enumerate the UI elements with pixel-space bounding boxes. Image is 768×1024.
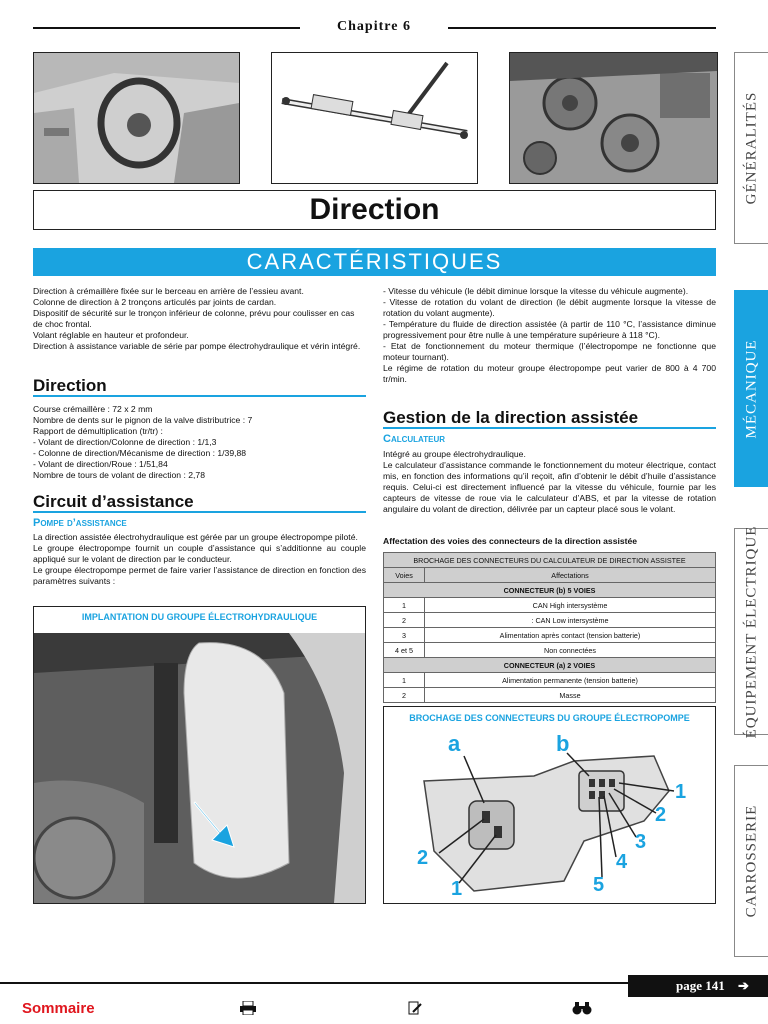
subheading-pompe: Pompe d’assistance [33,517,127,529]
heading-gestion: Gestion de la direction assistée [383,408,639,427]
cell: 4 et 5 [384,643,425,658]
figure-title: IMPLANTATION DU GROUPE ÉLECTROHYDRAULIQUE [81,612,318,622]
heading-direction: Direction [33,376,107,395]
heading-underline [383,427,716,429]
tab-mecanique[interactable] [734,290,768,487]
header-rule-left [33,27,300,29]
list-line: Le régime de rotation du moteur groupe électropompe peut varier de 800 à 4 700 tr/min. [383,363,716,384]
table-group: CONNECTEUR (b) 5 VOIES [384,583,716,598]
gestion-text [383,449,716,515]
table-row [384,688,716,703]
spec-line: Nombre de dents sur le pignon de la valve distributrice : 7 [33,415,253,425]
tab-label: CARROSSERIE [743,804,760,918]
label-r2: 2 [655,804,667,826]
label-r4: 4 [616,851,628,873]
tab-generalites[interactable] [734,52,768,244]
circuit-para: Le groupe électropompe fournit un couple d’assistance qui s’additionne au couple appliqué sur le volant de direction par le conducteur. [33,543,366,564]
tab-label: ÉQUIPEMENT ÉLECTRIQUE [743,525,760,738]
intro-line: Volant réglable en hauteur et profondeur. [33,330,189,340]
cell: : CAN Low intersystème [425,613,716,628]
subheading-calculateur: Calculateur [383,433,446,445]
next-page-arrow-icon[interactable]: ➔ [738,978,749,993]
spec-line: - Colonne de direction/Mécanisme de direction : 1/39,88 [33,448,247,458]
spec-line: Course crémaillère : 72 x 2 mm [33,404,153,414]
header-rule-right [448,27,716,29]
edit-document-icon[interactable] [408,1001,422,1018]
intro-line: Direction à assistance variable de série par pompe électrohydraulique et vérin intégré. [33,341,361,351]
cell: Alimentation après contact (tension batterie) [425,628,716,643]
cell: 2 [384,688,425,703]
intro-text [33,286,366,352]
list-line: - Température du fluide de direction assistée (à partir de 110 °C, l’assistance diminue progressivement pour être nulle à une température supérieure à 118 °C). [383,319,716,340]
table-row [384,598,716,613]
col-header: Voies [384,568,425,583]
page-title-box [33,190,716,230]
list-line: - Vitesse du véhicule (le débit diminue lorsque la vitesse du véhicule augmente). [383,286,689,296]
figure-electrohydraulic [33,606,366,904]
cell: CAN High intersystème [425,598,716,613]
electrohydraulic-photo [34,633,365,903]
page-number-box[interactable] [628,975,768,997]
table-title: BROCHAGE DES CONNECTEURS DU CALCULATEUR DE DIRECTION ASSISTEE [384,553,716,568]
engine-photo [509,52,718,184]
table-row [384,613,716,628]
gestion-para: Le calculateur d’assistance commande le fonctionnement du moteur électrique, contact mis, en fonction des informations qu’il reçoit, afin d’obtenir le débit d’huile d’assistance requis. Celui-ci est directement influencé par la vitesse du véhicule, fournie par les capteurs de vitesse de roue via le calculateur d’ABS, et par la vitesse de rotation angulaire du volant de direction, délivrée par un capteur placé sous le volant. [383,460,716,514]
table-caption: Affectation des voies des connecteurs de la direction assistée [383,536,638,546]
table-group: CONNECTEUR (a) 2 VOIES [384,658,716,673]
right-list [383,286,716,385]
spec-line: - Volant de direction/Colonne de direction : 1/1,3 [33,437,217,447]
spec-line: Nombre de tours de volant de direction : 2,78 [33,470,205,480]
label-a: a [448,731,461,756]
list-line: - Etat de fonctionnement du moteur thermique (l’électropompe ne fonctionne que moteur tournant). [383,341,716,362]
figure-title: BROCHAGE DES CONNECTEURS DU GROUPE ÉLECTROPOMPE [409,713,690,723]
heading-circuit: Circuit d’assistance [33,492,194,511]
search-binoculars-icon[interactable] [572,1001,592,1018]
connector-table [383,552,716,703]
label-r5: 5 [593,874,605,896]
cell: 1 [384,598,425,613]
cell: Alimentation permanente (tension batterie) [425,673,716,688]
page-number: page 141 [676,978,725,993]
table-row [384,628,716,643]
page-title: Direction [309,193,440,226]
label-r1: 1 [675,781,687,803]
print-icon[interactable] [240,1001,256,1018]
tab-carrosserie[interactable] [734,765,768,957]
cell: Non connectées [425,643,716,658]
table-row [384,673,716,688]
cell: 2 [384,613,425,628]
label-b: b [556,731,570,756]
sommaire-link[interactable]: Sommaire [22,1000,95,1017]
label-r3: 3 [635,831,647,853]
gestion-para: Intégré au groupe électrohydraulique. [383,449,526,459]
circuit-text [33,532,366,587]
tab-label: MÉCANIQUE [743,339,760,438]
chapter-label: Chapitre 6 [337,19,411,34]
cell: 3 [384,628,425,643]
connector-drawing [384,731,715,901]
spec-line: - Volant de direction/Roue : 1/51,84 [33,459,168,469]
heading-underline [33,395,366,397]
heading-underline [33,511,366,513]
col-header: Affectations [425,568,716,583]
intro-line: Direction à crémaillère fixée sur le berceau en arrière de l’essieu avant. [33,286,304,296]
spec-line: Rapport de démultiplication (tr/tr) : [33,426,163,436]
direction-specs [33,404,366,481]
table-row [384,643,716,658]
cell: 1 [384,673,425,688]
cell: Masse [425,688,716,703]
circuit-para: La direction assistée électrohydraulique est gérée par un groupe électropompe piloté. [33,532,358,542]
steering-rack-drawing [271,52,478,184]
label-l2: 2 [417,847,429,869]
dashboard-photo [33,52,240,184]
circuit-para: Le groupe électropompe permet de faire varier l’assistance de direction en fonction des paramètres suivants : [33,565,366,586]
tab-equipement-electrique[interactable] [734,525,768,738]
figure-connector-pinout [383,706,716,904]
intro-line: Colonne de direction à 2 tronçons articulés par joints de cardan. [33,297,277,307]
section-band: CARACTÉRISTIQUES [33,248,716,276]
list-line: - Vitesse de rotation du volant de direction (le débit augmente lorsque la vitesse de rotation du volant augmente). [383,297,716,318]
intro-line: Dispositif de sécurité sur le tronçon inférieur de colonne, prévu pour coulisser en cas de choc frontal. [33,308,355,329]
tab-label: GÉNÉRALITÉS [743,91,760,205]
label-l1: 1 [451,878,463,900]
